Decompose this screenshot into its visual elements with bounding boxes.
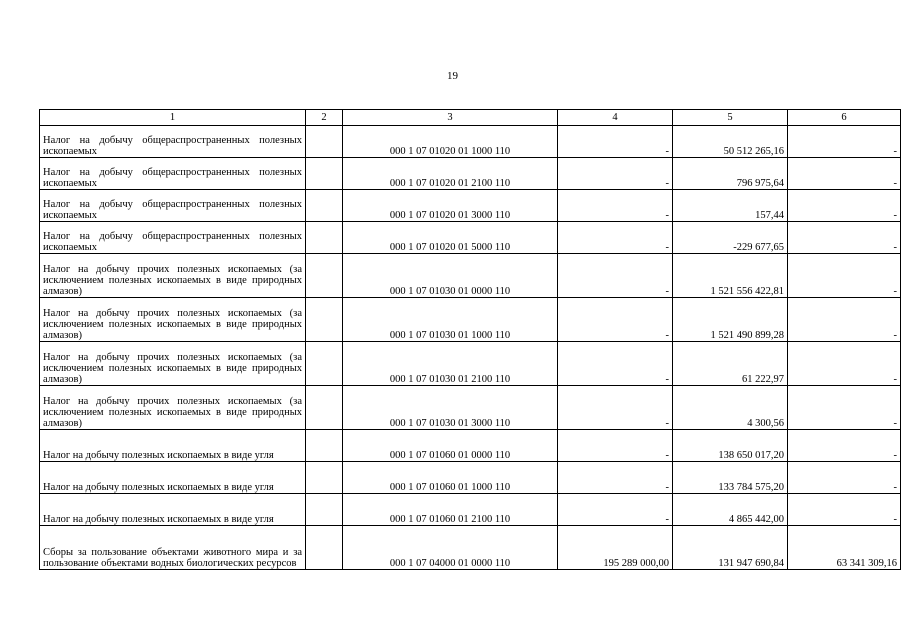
row-col5: 157,44 xyxy=(673,190,788,222)
row-col5: 796 975,64 xyxy=(673,158,788,190)
row-col4: - xyxy=(558,222,673,254)
header-col-5: 5 xyxy=(673,110,788,126)
row-col6: - xyxy=(788,430,901,462)
row-col6: - xyxy=(788,254,901,298)
row-col6: - xyxy=(788,342,901,386)
row-code: 000 1 07 01060 01 2100 110 xyxy=(343,494,558,526)
row-name: Налог на добычу прочих полезных ископаемых (за исключением полезных ископаемых в виде природных алмазов) xyxy=(40,342,306,386)
row-col4: - xyxy=(558,462,673,494)
row-col2 xyxy=(306,126,343,158)
row-col2 xyxy=(306,298,343,342)
row-col5: -229 677,65 xyxy=(673,222,788,254)
row-name: Налог на добычу общераспространенных полезных ископаемых xyxy=(40,126,306,158)
row-name: Налог на добычу общераспространенных полезных ископаемых xyxy=(40,190,306,222)
row-col2 xyxy=(306,222,343,254)
row-name: Налог на добычу общераспространенных полезных ископаемых xyxy=(40,222,306,254)
row-name: Налог на добычу полезных ископаемых в виде угля xyxy=(40,430,306,462)
row-col2 xyxy=(306,254,343,298)
header-row xyxy=(40,110,901,126)
row-code: 000 1 07 01030 01 0000 110 xyxy=(343,254,558,298)
row-col5: 61 222,97 xyxy=(673,342,788,386)
row-code: 000 1 07 01060 01 0000 110 xyxy=(343,430,558,462)
header-col-6: 6 xyxy=(788,110,901,126)
row-code: 000 1 07 01020 01 3000 110 xyxy=(343,190,558,222)
row-col2 xyxy=(306,342,343,386)
row-col5: 131 947 690,84 xyxy=(673,526,788,570)
row-col6: 63 341 309,16 xyxy=(788,526,901,570)
row-col4: - xyxy=(558,190,673,222)
header-col-1: 1 xyxy=(40,110,306,126)
row-name: Налог на добычу полезных ископаемых в виде угля xyxy=(40,462,306,494)
row-col5: 4 300,56 xyxy=(673,386,788,430)
row-col4: - xyxy=(558,342,673,386)
row-code: 000 1 07 04000 01 0000 110 xyxy=(343,526,558,570)
table-row xyxy=(40,342,901,386)
row-col4: - xyxy=(558,430,673,462)
row-col2 xyxy=(306,494,343,526)
row-col6: - xyxy=(788,386,901,430)
row-col4: - xyxy=(558,126,673,158)
row-name: Налог на добычу прочих полезных ископаемых (за исключением полезных ископаемых в виде природных алмазов) xyxy=(40,386,306,430)
row-col2 xyxy=(306,526,343,570)
row-col2 xyxy=(306,158,343,190)
header-col-4: 4 xyxy=(558,110,673,126)
row-col6: - xyxy=(788,462,901,494)
row-col4: - xyxy=(558,254,673,298)
row-col5: 50 512 265,16 xyxy=(673,126,788,158)
report-table xyxy=(39,109,901,570)
row-code: 000 1 07 01020 01 2100 110 xyxy=(343,158,558,190)
table-row xyxy=(40,298,901,342)
row-name: Налог на добычу прочих полезных ископаемых (за исключением полезных ископаемых в виде природных алмазов) xyxy=(40,254,306,298)
row-col2 xyxy=(306,386,343,430)
table-row xyxy=(40,254,901,298)
table-row xyxy=(40,222,901,254)
table-row xyxy=(40,526,901,570)
row-col6: - xyxy=(788,158,901,190)
row-col6: - xyxy=(788,126,901,158)
row-col4: - xyxy=(558,298,673,342)
row-col6: - xyxy=(788,298,901,342)
row-col5: 1 521 556 422,81 xyxy=(673,254,788,298)
row-col5: 133 784 575,20 xyxy=(673,462,788,494)
row-code: 000 1 07 01030 01 3000 110 xyxy=(343,386,558,430)
row-col2 xyxy=(306,190,343,222)
row-code: 000 1 07 01030 01 1000 110 xyxy=(343,298,558,342)
row-col4: - xyxy=(558,494,673,526)
row-col4: 195 289 000,00 xyxy=(558,526,673,570)
row-code: 000 1 07 01060 01 1000 110 xyxy=(343,462,558,494)
row-col5: 4 865 442,00 xyxy=(673,494,788,526)
row-code: 000 1 07 01020 01 5000 110 xyxy=(343,222,558,254)
row-code: 000 1 07 01030 01 2100 110 xyxy=(343,342,558,386)
header-col-2: 2 xyxy=(306,110,343,126)
table-row xyxy=(40,462,901,494)
row-col6: - xyxy=(788,190,901,222)
table-row xyxy=(40,126,901,158)
row-col5: 1 521 490 899,28 xyxy=(673,298,788,342)
row-col4: - xyxy=(558,386,673,430)
table-row xyxy=(40,386,901,430)
table-row xyxy=(40,158,901,190)
table-row xyxy=(40,190,901,222)
row-code: 000 1 07 01020 01 1000 110 xyxy=(343,126,558,158)
row-col6: - xyxy=(788,494,901,526)
row-col6: - xyxy=(788,222,901,254)
page-number: 19 xyxy=(447,70,458,82)
row-col2 xyxy=(306,430,343,462)
row-col4: - xyxy=(558,158,673,190)
row-col5: 138 650 017,20 xyxy=(673,430,788,462)
table-row xyxy=(40,430,901,462)
row-name: Налог на добычу общераспространенных полезных ископаемых xyxy=(40,158,306,190)
row-name: Сборы за пользование объектами животного мира и за пользование объектами водных биологических ресурсов xyxy=(40,526,306,570)
row-name: Налог на добычу прочих полезных ископаемых (за исключением полезных ископаемых в виде природных алмазов) xyxy=(40,298,306,342)
row-col2 xyxy=(306,462,343,494)
table-row xyxy=(40,494,901,526)
row-name: Налог на добычу полезных ископаемых в виде угля xyxy=(40,494,306,526)
header-col-3: 3 xyxy=(343,110,558,126)
